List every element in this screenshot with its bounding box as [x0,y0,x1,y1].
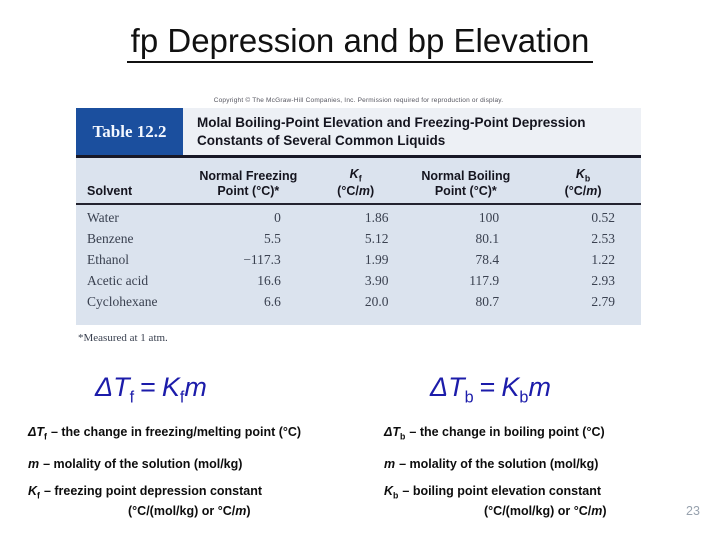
value-cell: 1.99 [364,252,389,268]
solvent-cell: Cyclohexane [87,294,158,310]
page-number: 23 [686,504,700,518]
value-cell: 80.7 [475,294,500,310]
value-cell: 0 [274,210,281,226]
definitions-boiling [384,425,720,531]
value-cell: 78.4 [475,252,500,268]
table-header-row [76,165,641,204]
definition-delta-tf: $\Delta T_f$ – the change in freezing/melting point (°C) [28,425,302,442]
table-caption: Molal Boiling-Point Elevation and Freezing-Point Depression Constants of Several Common Liquids [183,108,641,155]
value-cell: 80.1 [475,231,500,247]
value-cell: 3.90 [364,273,389,289]
delta-tf-symbol: ΔT [95,372,130,402]
column-header-kb: $K_b$ (°C/m) [525,165,641,204]
freezing-point-equation: $\Delta T_f = K_fm$ [95,372,207,407]
kb-units: (°C/(mol/kg) or °C/m) [484,504,607,518]
molality-symbol: m [184,372,207,402]
table-footnote: *Measured at 1 atm. [78,331,168,344]
column-header-solvent: Solvent [76,165,192,204]
title-wrap [0,22,720,63]
value-cell: 2.53 [591,231,615,247]
value-cell: 5.12 [364,231,389,247]
molality-symbol: m [528,372,551,402]
table-row [76,271,641,292]
definition-molality: m – molality of the solution (mol/kg) [384,456,599,471]
value-cell: 20.0 [364,294,389,310]
value-cell: 117.9 [469,273,500,289]
table-figure [76,97,641,344]
definition-molality: m – molality of the solution (mol/kg) [28,456,243,471]
column-header-boiling-point: Normal Boiling Point (°C)* [407,165,526,204]
table-body [76,158,641,325]
table-header-band [76,108,641,158]
value-cell: −117.3 [243,252,281,268]
solvent-cell: Acetic acid [87,273,149,289]
copyright-notice: Copyright © The McGraw-Hill Companies, Inc. Permission required for reproduction or display. [213,97,504,104]
definitions-freezing [28,425,373,531]
solvent-cell: Ethanol [87,252,129,268]
value-cell: 2.93 [591,273,615,289]
value-cell: 1.22 [591,252,615,268]
kf-units: (°C/(mol/kg) or °C/m) [128,504,251,518]
value-cell: 1.86 [364,210,389,226]
table-row [76,250,641,271]
delta-tb-symbol: ΔT [430,372,465,402]
value-cell: 5.5 [263,231,281,247]
table-rows [76,204,641,313]
value-cell: 2.79 [591,294,615,310]
boiling-point-equation: $\Delta T_b = K_bm$ [430,372,551,407]
slide-title: fp Depression and bp Elevation [127,22,594,63]
column-header-freezing-point: Normal Freezing Point (°C)* [192,165,305,204]
table-row [76,229,641,250]
table-card [76,108,641,325]
value-cell: 6.6 [263,294,281,310]
table-row [76,292,641,313]
constants-table [76,165,641,313]
solvent-cell: Water [87,210,119,226]
value-cell: 0.52 [591,210,615,226]
definition-kf: $K_f$ – freezing point depression constant [28,483,263,500]
value-cell: 100 [478,210,500,226]
value-cell: 16.6 [257,273,281,289]
kb-symbol: K [501,372,520,402]
table-label: Table 12.2 [76,108,183,155]
solvent-cell: Benzene [87,231,134,247]
table-row [76,204,641,229]
definition-kb: $K_b$ – boiling point elevation constant [384,483,602,500]
definition-delta-tb: $\Delta T_b$ – the change in boiling point (°C) [384,425,605,442]
column-header-kf: $K_f$ (°C/m) [305,165,407,204]
kf-symbol: K [161,372,180,402]
